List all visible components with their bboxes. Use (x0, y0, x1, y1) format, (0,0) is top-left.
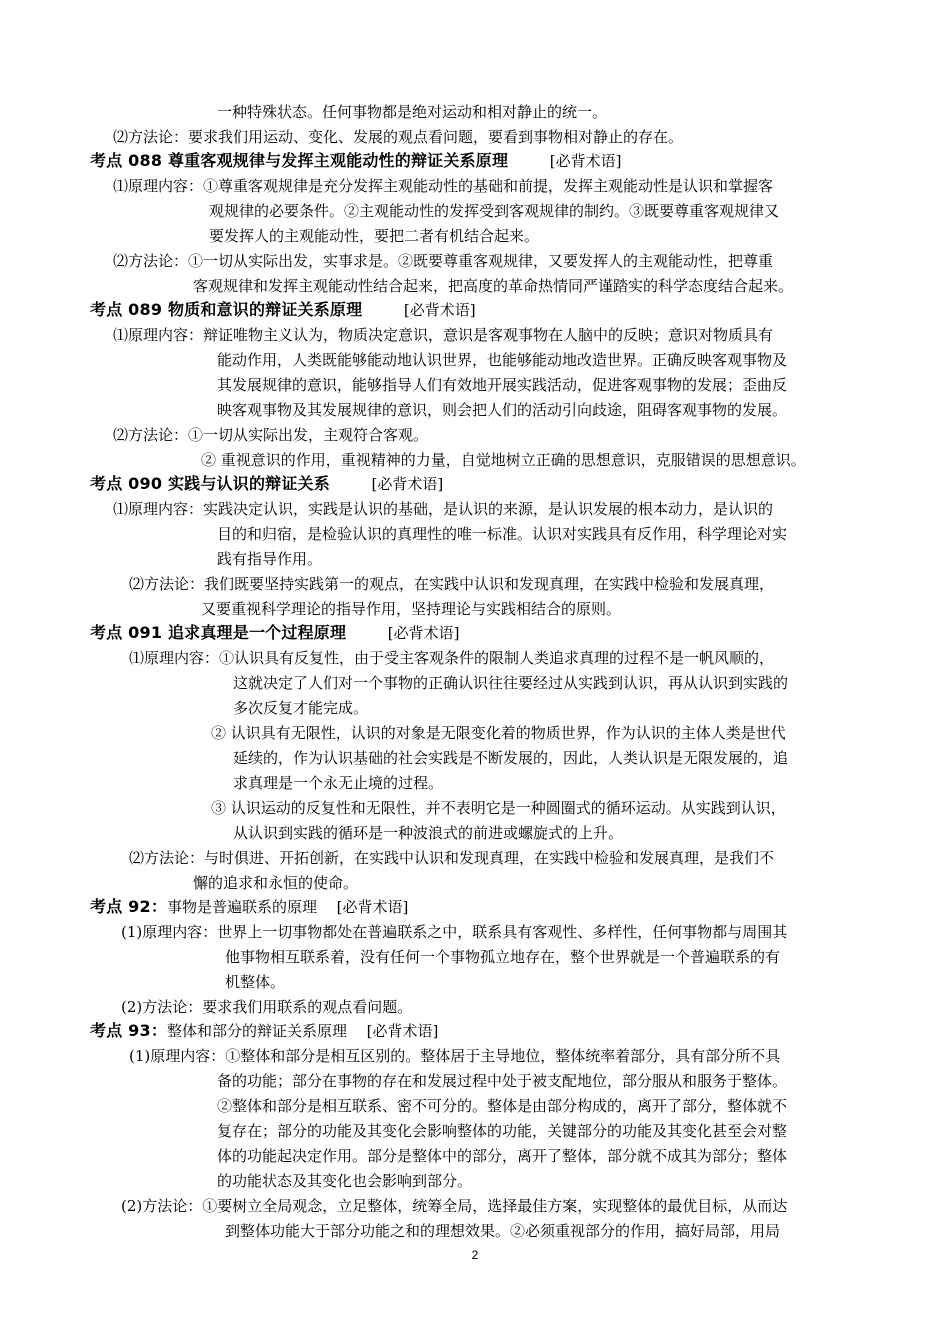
section-heading-089 (90, 298, 476, 322)
text-line: 机整体。 (225, 973, 286, 991)
text-line: 一种特殊状态。任何事物都是绝对运动和相对静止的统一。 (217, 103, 608, 121)
heading-tag: [必背术语] (366, 1022, 439, 1040)
text-line: ②整体和部分是相互联系、密不可分的。整体是由部分构成的，离开了部分，整体就不 (217, 1097, 788, 1115)
page-number: 2 (471, 1248, 479, 1262)
text-line: 客观规律和发挥主观能动性结合起来，把高度的革命热情同严谨踏实的科学态度结合起来。 (193, 277, 794, 295)
heading-title: 考点 090 实践与认识的辩证关系 (90, 474, 330, 493)
text-line: 求真理是一个永无止境的过程。 (233, 774, 444, 792)
text-line: 懈的追求和永恒的使命。 (193, 874, 359, 892)
text-line: ⑴原理内容：①认识具有反复性，由于受主客观条件的限制人类追求真理的过程不是一帆风顺的， (129, 649, 775, 667)
text-line: 要发挥人的主观能动性，要把二者有机结合起来。 (209, 227, 540, 245)
text-line: (1)原理内容：①整体和部分是相互区别的。整体居于主导地位，整体统率着部分，具有部分所不具 (129, 1047, 781, 1065)
section-heading-088 (90, 149, 621, 173)
heading-tag: [必背术语] (336, 898, 409, 916)
text-line: 目的和归宿，是检验认识的真理性的唯一标准。认识对实践具有反作用，科学理论对实 (217, 525, 788, 543)
text-line: ⑵方法论：①一切从实际出发，主观符合客观。 (113, 426, 429, 444)
text-line: ⑴原理内容：辩证唯物主义认为，物质决定意识，意识是客观事物在人脑中的反映；意识对物质具有 (113, 326, 774, 344)
heading-tag: [必背术语] (403, 301, 476, 319)
text-line: ⑴原理内容：①尊重客观规律是充分发挥主观能动性的基础和前提，发挥主观能动性是认识和掌握客 (113, 177, 774, 195)
heading-title: 考点 091 追求真理是一个过程原理 (90, 623, 347, 642)
heading-tag: [必背术语] (371, 475, 444, 493)
section-heading-090 (90, 472, 443, 496)
text-line: 他事物相互联系着，没有任何一个事物孤立地存在，整个世界就是一个普遍联系的有 (225, 948, 781, 966)
text-line: 延续的，作为认识基础的社会实践是不断发展的，因此，人类认识是无限发展的，追 (233, 749, 789, 767)
text-line: 能动作用，人类既能够能动地认识世界，也能够能动地改造世界。正确反映客观事物及 (217, 351, 788, 369)
text-line: 多次反复才能完成。 (233, 699, 369, 717)
text-line: ② 认识具有无限性，认识的对象是无限变化着的物质世界，作为认识的主体人类是世代 (211, 724, 786, 742)
heading-title: 考点 92： (90, 897, 168, 916)
text-line: 映客观事物及其发展规律的意识，则会把人们的活动引向歧途，阻碍客观事物的发展。 (217, 401, 788, 419)
heading-tag: [必背术语] (387, 624, 460, 642)
text-line: ③ 认识运动的反复性和无限性，并不表明它是一种圆圈式的循环运动。从实践到认识， (211, 799, 786, 817)
text-line: 复存在；部分的功能及其变化会影响整体的功能，关键部分的功能及其变化甚至会对整 (217, 1122, 788, 1140)
text-line: ⑵方法论：①一切从实际出发，实事求是。②既要尊重客观规律，又要发挥人的主观能动性，把尊重 (113, 252, 774, 270)
text-line: (1)原理内容：世界上一切事物都处在普遍联系之中，联系具有客观性、多样性，任何事物都与周围其 (121, 923, 788, 941)
section-heading-092 (90, 895, 408, 919)
heading-tag: [必背术语] (549, 152, 622, 170)
text-line: ⑴原理内容：实践决定认识，实践是认识的基础，是认识的来源，是认识发展的根本动力，是认识的 (113, 500, 774, 518)
text-line: ⑵方法论：与时俱进、开拓创新，在实践中认识和发现真理，在实践中检验和发展真理，是我们不 (129, 849, 775, 867)
section-heading-093 (90, 1019, 438, 1043)
text-line: 其发展规律的意识，能够指导人们有效地开展实践活动，促进客观事物的发展；歪曲反 (217, 376, 788, 394)
heading-title: 考点 088 尊重客观规律与发挥主观能动性的辩证关系原理 (90, 151, 509, 170)
section-heading-091 (90, 621, 459, 645)
text-line: 从认识到实践的循环是一种波浪式的前进或螺旋式的上升。 (233, 824, 624, 842)
text-line: 又要重视科学理论的指导作用，坚持理论与实践相结合的原则。 (201, 600, 622, 618)
heading-rest: 事物是普遍联系的原理 (167, 898, 318, 916)
text-line: ⑵方法论：要求我们用运动、变化、发展的观点看问题，要看到事物相对静止的存在。 (113, 128, 684, 146)
text-line: 备的功能；部分在事物的存在和发展过程中处于被支配地位，部分服从和服务于整体。 (217, 1072, 788, 1090)
text-line: ⑵方法论：我们既要坚持实践第一的观点，在实践中认识和发现真理，在实践中检验和发展真理， (129, 575, 775, 593)
text-line: 这就决定了人们对一个事物的正确认识往往要经过从实践到认识，再从认识到实践的 (233, 674, 789, 692)
text-line: (2)方法论：要求我们用联系的观点看问题。 (121, 998, 413, 1016)
heading-title: 考点 93： (90, 1021, 168, 1040)
text-line: 体的功能起决定作用。部分是整体中的部分，离开了整体，部分就不成其为部分；整体 (217, 1147, 788, 1165)
heading-title: 考点 089 物质和意识的辩证关系原理 (90, 300, 363, 319)
text-line: 的功能状态及其变化也会影响到部分。 (217, 1172, 473, 1190)
text-line: 践有指导作用。 (217, 550, 323, 568)
text-line: (2)方法论：①要树立全局观念，立足整体，统筹全局，选择最佳方案，实现整体的最优目标，从而达 (121, 1197, 788, 1215)
heading-rest: 整体和部分的辩证关系原理 (167, 1022, 348, 1040)
text-line: 观规律的必要条件。②主观能动性的发挥受到客观规律的制约。③既要尊重客观规律又 (209, 202, 780, 220)
text-line: ② 重视意识的作用，重视精神的力量，自觉地树立正确的思想意识，克服错误的思想意识。 (201, 451, 806, 469)
text-line: 到整体功能大于部分功能之和的理想效果。②必须重视部分的作用，搞好局部，用局 (225, 1222, 781, 1240)
